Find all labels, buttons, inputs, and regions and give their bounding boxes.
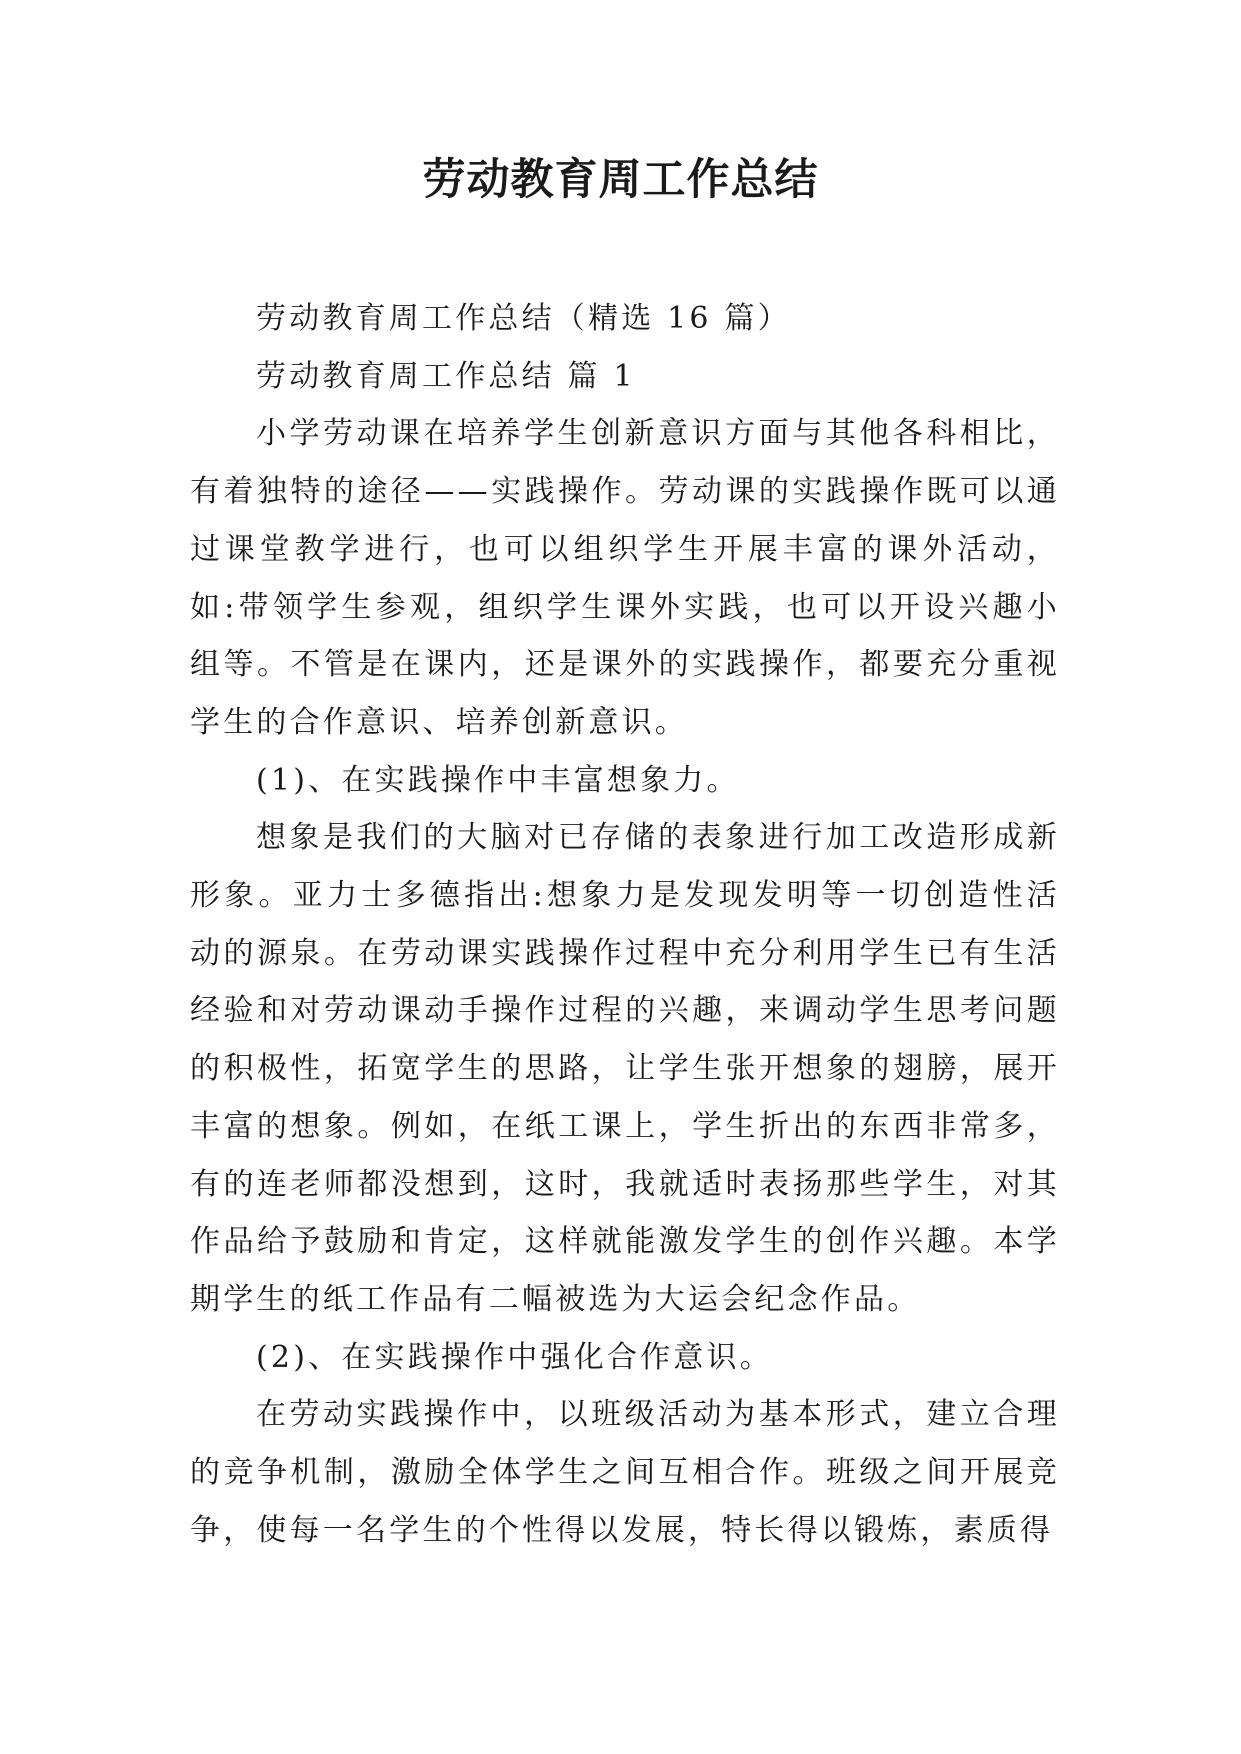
body-paragraph: 小学劳动课在培养学生创新意识方面与其他各科相比，有着独特的途径——实践操作。劳动课的实践操作既可以通过课堂教学进行，也可以组织学生开展丰富的课外活动，如:带领学生参观，组织学生课外实践，也可以开设兴趣小组等。不管是在课内，还是课外的实践操作，都要充分重视学生的合作意识、培养创新意识。: [190, 416, 1060, 740]
collection-heading: 劳动教育周工作总结（精选 16 篇）: [256, 301, 791, 336]
document-body: [190, 290, 1060, 1559]
body-paragraph: 想象是我们的大脑对已存储的表象进行加工改造形成新形象。亚力士多德指出:想象力是发现发明等一切创造性活动的源泉。在劳动课实践操作过程中充分利用学生已有生活经验和对劳动课动手操作过程的兴趣，来调动学生思考问题的积极性，拓宽学生的思路，让学生张开想象的翅膀，展开丰富的想象。例如，在纸工课上，学生折出的东西非常多，有的连老师都没想到，这时，我就适时表扬那些学生，对其作品给予鼓励和肯定，这样就能激发学生的创作兴趣。本学期学生的纸工作品有二幅被选为大运会纪念作品。: [190, 820, 1060, 1317]
subheading: (2)、在实践操作中强化合作意识。: [256, 1339, 773, 1375]
section-heading: 劳动教育周工作总结 篇 1: [256, 358, 636, 394]
document-title: 劳动教育周工作总结: [422, 155, 819, 205]
body-paragraph: 在劳动实践操作中，以班级活动为基本形式，建立合理的竞争机制，激励全体学生之间互相合作。班级之间开展竞争，使每一名学生的个性得以发展，特长得以锻炼，素质得: [190, 1397, 1060, 1548]
subheading: (1)、在实践操作中丰富想象力。: [256, 762, 740, 798]
